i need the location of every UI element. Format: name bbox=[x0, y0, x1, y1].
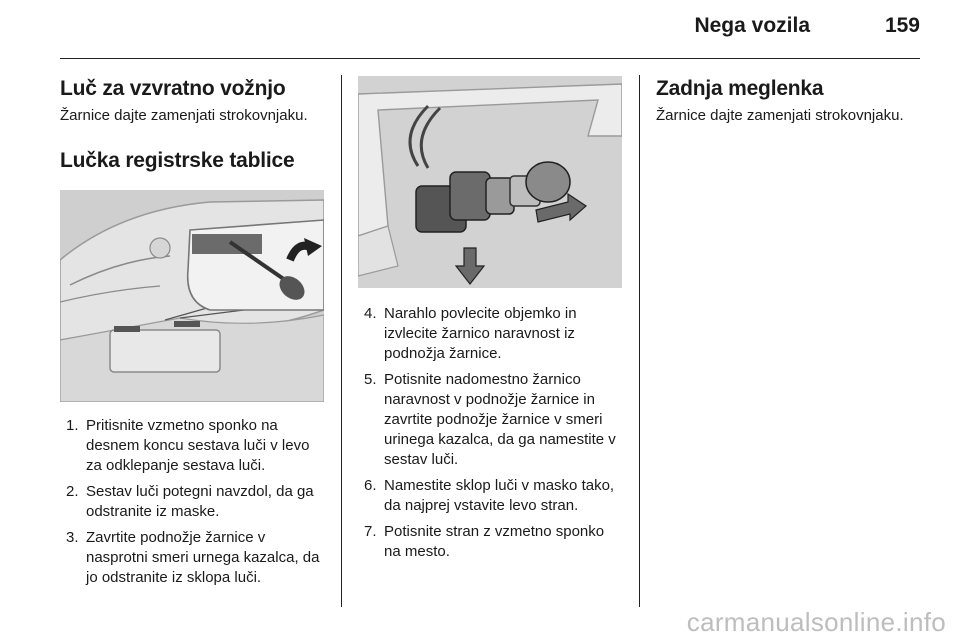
column-divider bbox=[639, 75, 640, 607]
column-left bbox=[60, 76, 328, 594]
steps-list-1 bbox=[60, 416, 328, 588]
section-heading-licence-plate-light: Lučka registrske tablice bbox=[60, 149, 295, 172]
step-item: 3. Zavrtite podnožje žarnice v nasprotni smeri urnega kazalca, da jo odstranite iz sklopa luči. bbox=[66, 529, 320, 586]
section-note: Žarnice dajte zamenjati strokovnjaku. bbox=[60, 107, 308, 124]
watermark: carmanualsonline.info bbox=[686, 607, 946, 637]
step-item: 5. Potisnite nadomestno žarnico naravnost v podnožje žarnice in zavrtite podnožje žarnice v smeri urinega kazalca, da ga namestite v sestav luči. bbox=[364, 371, 616, 468]
step-item: 1. Pritisnite vzmetno sponko na desnem koncu sestava luči v levo za odklepanje sestava luči. bbox=[66, 417, 310, 474]
car-tailgate-illustration bbox=[60, 190, 324, 402]
step-item: 2. Sestav luči potegni navzdol, da ga odstranite iz maske. bbox=[66, 483, 314, 520]
steps-list-2 bbox=[358, 304, 624, 562]
section-note: Žarnice dajte zamenjati strokovnjaku. bbox=[656, 107, 904, 124]
illustration-bulb-removal bbox=[358, 76, 622, 288]
bulb-holder-illustration bbox=[358, 76, 622, 288]
step-item: 7. Potisnite stran z vzmetno sponko na mesto. bbox=[364, 523, 605, 560]
illustration-licence-plate-light bbox=[60, 190, 324, 402]
page-number: 159 bbox=[884, 14, 920, 37]
section-heading-rear-fog-light: Zadnja meglenka bbox=[656, 77, 824, 100]
header-rule bbox=[60, 58, 920, 59]
step-item: 6. Namestite sklop luči v masko tako, da najprej vstavite levo stran. bbox=[364, 477, 615, 514]
column-divider bbox=[341, 75, 342, 607]
column-middle bbox=[358, 76, 624, 568]
step-item: 4. Narahlo povlecite objemko in izvlecite žarnico naravnost iz podnožja žarnice. bbox=[364, 305, 577, 362]
column-right bbox=[656, 76, 926, 126]
section-heading-reverse-light: Luč za vzvratno vožnjo bbox=[60, 77, 286, 100]
page-header-title: Nega vozila bbox=[694, 14, 810, 37]
